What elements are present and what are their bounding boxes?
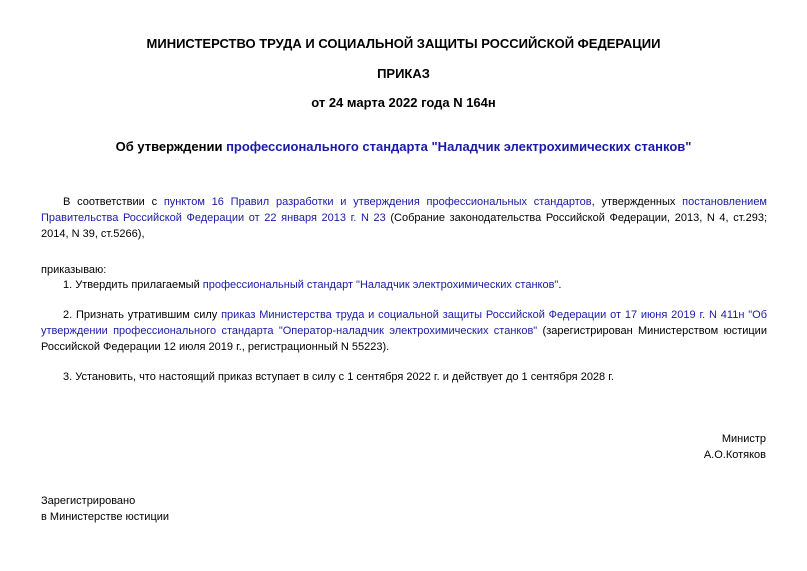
item-2-end: (зарегистрирован Министерством юстиции Российской Федерации 12 июля 2019 г., регистрационный N 55223). [41,325,767,353]
subject-prefix: Об утверждении [115,139,227,154]
rules-link[interactable]: пунктом 16 Правил разработки и утверждения профессиональных стандартов [163,196,592,208]
signature-title: Министр [721,433,766,445]
order-word: приказываю: [41,264,107,276]
item-2-text: 2. Признать утратившим силу [63,309,222,321]
ministry-heading: МИНИСТЕРСТВО ТРУДА И СОЦИАЛЬНОЙ ЗАЩИТЫ РОССИЙСКОЙ ФЕДЕРАЦИИ [146,36,661,51]
doc-type-heading: ПРИКАЗ [377,66,430,81]
repealed-order-link[interactable]: приказ Министерства труда и социальной защиты Российской Федерации от 17 июня 2019 г. N 411н "Об утверждении профессионального стандарта "Оператор-наладчик электрохимических станков" [41,309,768,337]
item-1 [41,277,767,293]
registration-line-1: Зарегистрировано [41,495,136,507]
registration-block [41,493,169,525]
preamble-paragraph [41,194,767,242]
preamble-text-2: , утвержденных [591,196,683,208]
item-1-text: 1. Утвердить прилагаемый [63,279,203,291]
subject-standard-link[interactable]: профессионального стандарта "Наладчик электрохимических станков" [226,139,692,154]
subject-heading [0,139,807,154]
preamble-text-1: В соответствии с [63,196,164,208]
standard-link[interactable]: профессиональный стандарт "Наладчик электрохимических станков" [202,279,559,291]
signature-block [566,431,766,463]
item-3: 3. Установить, что настоящий приказ вступает в силу с 1 сентября 2022 г. и действует до 1 сентября 2028 г. [63,371,614,383]
date-number-heading: от 24 марта 2022 года N 164н [311,95,496,110]
government-decree-link[interactable]: постановлением Правительства Российской Федерации от 22 января 2013 г. N 23 [41,196,767,224]
item-1-end: . [558,279,562,291]
signature-name: А.О.Котяков [703,449,766,461]
item-2 [41,307,767,355]
preamble-text-3: (Собрание законодательства Российской Федерации, 2013, N 4, ст.293; 2014, N 39, ст.5266), [41,212,768,240]
registration-line-2: в Министерстве юстиции [41,511,170,523]
